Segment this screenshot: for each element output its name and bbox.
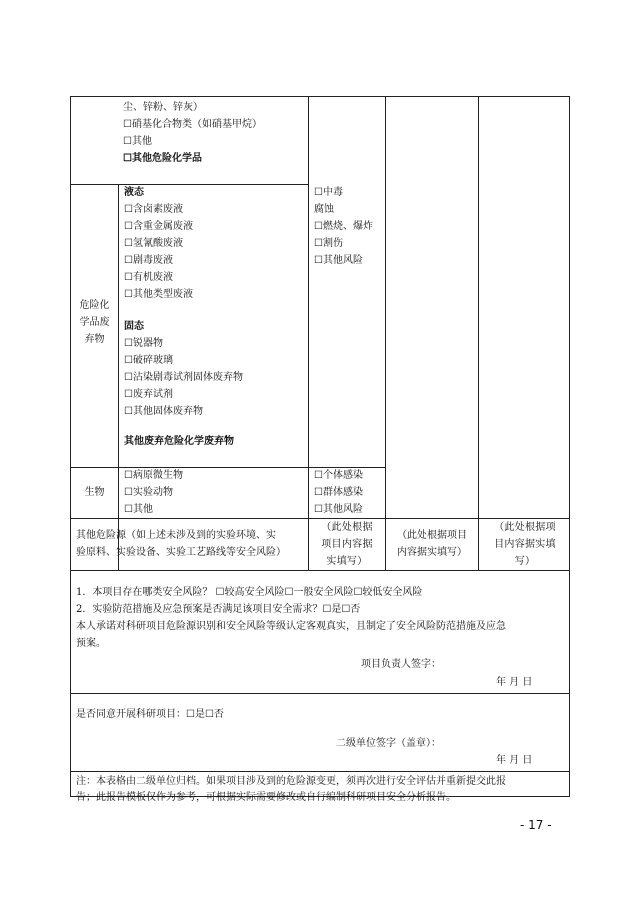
other-hazards-col5: （此处根据项 目内容据实填 写） (494, 522, 556, 567)
unit-signature: 二级单位签字（盖章）： (336, 738, 441, 749)
list-item: ☐其他固体废弃物 (124, 406, 203, 417)
biological-label: 生物 (84, 487, 105, 498)
other-hazards-label: 其他危险源（如上述未涉及到的实验环境、实 验原料、实验设备、实验工艺路线等安全风险） (76, 530, 286, 558)
assessment-question-2: 2．实验防范措施及应急预案是否满足该项目安全需求？☐是☐否 (76, 604, 361, 615)
chemical-waste-label: 危险化 学品废 弃物 (79, 300, 110, 345)
approval-date: 年 月 日 (496, 755, 533, 766)
other-hazards-col3: （此处根据 项目内容据 实填写） (321, 522, 373, 567)
other-chemical-waste-heading: 其他废弃危险化学废弃物 (124, 436, 234, 447)
commitment-line-1: 本人承诺对科研项目危险源识别和安全风险等级认定客观真实，且制定了安全风险防范措施及应急 (76, 621, 506, 632)
list-item: ☐燃烧、爆炸 (314, 221, 373, 232)
col-divider (308, 97, 309, 570)
assessment-question-1: 1．本项目存在哪类安全风险？ ☐较高安全风险☐一般安全风险☐较低安全风险 (76, 587, 423, 598)
list-item: ☐含重金属废液 (124, 221, 193, 232)
list-item: ☐实验动物 (124, 487, 173, 498)
row-divider (71, 570, 569, 571)
biological-risk-list (314, 467, 363, 518)
chemical-risk-list (314, 184, 373, 269)
list-item: ☐个体感染 (314, 470, 363, 481)
top-hazard-list (123, 99, 262, 167)
liquid-heading: 液态 (124, 187, 144, 198)
liquid-waste-list (124, 184, 193, 303)
list-item: ☐有机废液 (124, 272, 173, 283)
solid-heading: 固态 (124, 321, 144, 332)
list-item: ☐其他危险化学品 (123, 153, 202, 164)
approval-question: 是否同意开展科研项目：☐是☐否 (76, 709, 224, 720)
project-leader-signature: 项目负责人签字： (361, 659, 441, 670)
list-item: ☐锐器物 (124, 338, 163, 349)
list-item: ☐废弃试剂 (124, 389, 173, 400)
col-divider (478, 97, 479, 570)
page-number: - 17 - (520, 818, 552, 832)
assessment-date: 年 月 日 (496, 677, 533, 688)
list-item: ☐氢氰酸废液 (124, 238, 183, 249)
row-divider (71, 771, 569, 772)
list-item: ☐其他风险 (314, 504, 363, 515)
list-item: ☐破碎玻璃 (124, 355, 173, 366)
note-line-2: 告；此报告模板仅作为参考，可根据实际需要修改或自行编制科研项目安全分析报告。 (76, 792, 456, 803)
note-line-1: 注：本表格由二级单位归档。如果项目涉及到的危险源变更，须再次进行安全评估并重新提交此报 (76, 776, 506, 787)
other-hazards-col4: （此处根据项目 内容据实填写） (397, 530, 467, 558)
list-item: ☐硝基化合物类（如硝基甲烷） (123, 119, 262, 130)
list-item: ☐其他类型废液 (124, 289, 193, 300)
risk-assessment-form (70, 96, 570, 803)
commitment-line-2: 预案。 (76, 638, 106, 649)
list-item: ☐割伤 (314, 238, 343, 249)
list-item: ☐剧毒废液 (124, 255, 173, 266)
list-item: ☐其他风险 (314, 255, 363, 266)
col-divider (118, 184, 119, 570)
biological-hazard-list (124, 467, 183, 518)
list-item: ☐沾染剧毒试剂固体废弃物 (124, 372, 243, 383)
col-divider (385, 97, 386, 570)
row-divider (71, 693, 569, 694)
list-item: ☐含卤素废液 (124, 204, 183, 215)
list-item: ☐群体感染 (314, 487, 363, 498)
list-item: 尘、锌粉、锌灰） (123, 102, 203, 113)
list-item: ☐病原微生物 (124, 470, 183, 481)
list-item: 腐蚀 (314, 204, 334, 215)
list-item: ☐中毒 (314, 187, 343, 198)
list-item: ☐其他 (123, 136, 152, 147)
solid-waste-list (124, 318, 243, 420)
list-item: ☐其他 (124, 504, 153, 515)
